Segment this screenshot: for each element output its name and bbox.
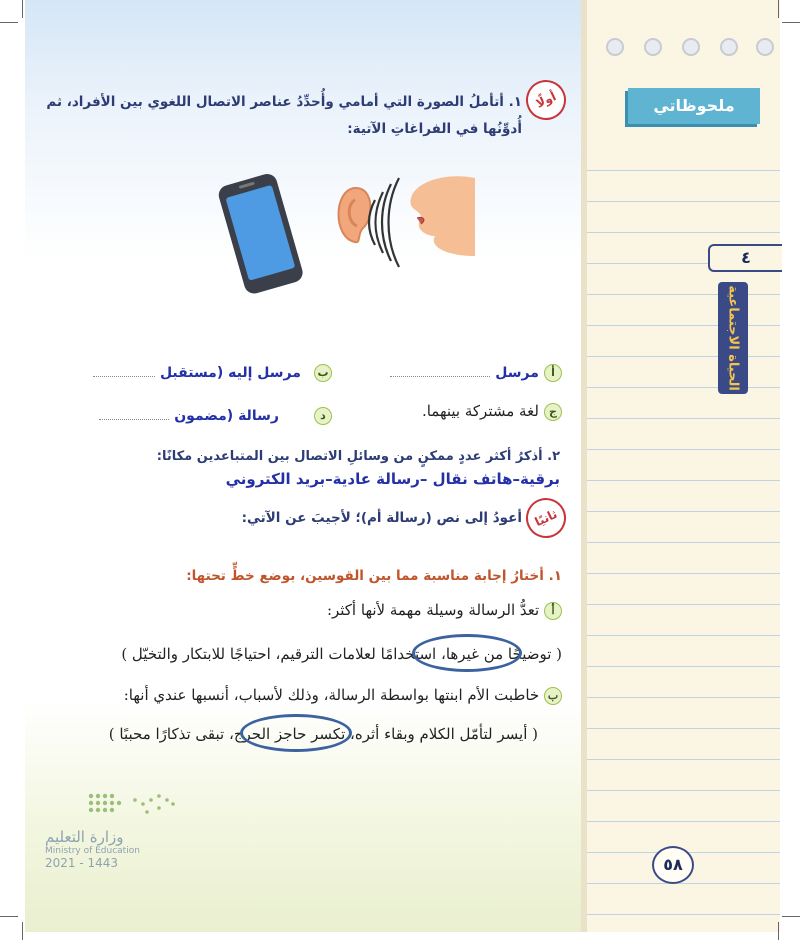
section-badge-second: ثانيًا bbox=[519, 491, 572, 544]
answer-line bbox=[99, 419, 169, 420]
crop-mark bbox=[22, 0, 23, 18]
option-d-marker: د bbox=[314, 407, 332, 425]
binder-hole bbox=[720, 38, 738, 56]
option-a-marker: أ bbox=[544, 364, 562, 382]
question-2: ٢. أذكرُ أكثر عددٍ ممكنٍ من وسائلِ الاتصال بين المتباعدين مكانًا: bbox=[156, 449, 560, 464]
item-a bbox=[327, 601, 562, 620]
ministry-name-arabic: وزارة التعليم bbox=[45, 828, 124, 846]
option-d bbox=[99, 405, 332, 425]
unit-number-box: ٤ bbox=[708, 244, 782, 272]
option-a-answer: مرسل bbox=[495, 365, 539, 381]
section-badge-first: أولًا bbox=[519, 73, 572, 126]
communication-illustration bbox=[215, 170, 475, 295]
binder-hole bbox=[644, 38, 662, 56]
page-number: ٥٨ bbox=[652, 846, 694, 884]
question-1-line-1: ١. أتأملُ الصورة التي أمامي وأُحدِّدُ عناصر الاتصال اللغوي بين الأفراد، ثم bbox=[46, 94, 522, 110]
ministry-name-english: Ministry of Education bbox=[45, 846, 140, 856]
ear-icon bbox=[339, 188, 371, 242]
item-b-choices: ( أيسر لتأمّل الكلام وبقاء أثره، تكسر حاجز الحرج، تبقى تذكارًا محببًا ) bbox=[108, 725, 538, 743]
option-b-answer: مرسل إليه (مستقبل bbox=[159, 365, 301, 381]
item-b-marker: ب bbox=[544, 687, 562, 705]
ministry-logo-dots bbox=[85, 790, 180, 820]
notebook-spine bbox=[581, 0, 587, 932]
binder-hole bbox=[606, 38, 624, 56]
unit-name-tab bbox=[718, 282, 748, 394]
mouth-face-icon bbox=[410, 176, 475, 256]
circled-answer-b bbox=[240, 714, 352, 752]
crop-mark bbox=[0, 22, 18, 23]
sound-waves-icon bbox=[369, 178, 399, 267]
option-b bbox=[93, 362, 332, 382]
crop-mark bbox=[778, 922, 779, 940]
answer-line bbox=[390, 376, 490, 377]
crop-mark bbox=[782, 916, 800, 917]
option-d-answer: رسالة (مضمون bbox=[174, 408, 279, 424]
binder-hole bbox=[682, 38, 700, 56]
option-c-answer: لغة مشتركة بينهما. bbox=[421, 402, 539, 420]
crop-mark bbox=[0, 916, 18, 917]
item-b bbox=[124, 686, 562, 705]
option-b-marker: ب bbox=[314, 364, 332, 382]
section-2-question-1: ١. أختارُ إجابة مناسبة مما بين القوسين، بوضع خطٍّ تحتها: bbox=[186, 568, 562, 584]
unit-name-label: الحياة الاجتماعية bbox=[725, 285, 741, 391]
notes-title: ملحوظاتي bbox=[628, 88, 760, 124]
answer-line bbox=[93, 376, 155, 377]
item-b-text: خاطبت الأم ابنتها بواسطة الرسالة، وذلك لأسباب، أنسبها عندي أنها: bbox=[123, 686, 540, 704]
crop-mark bbox=[778, 0, 779, 18]
item-a-marker: أ bbox=[544, 602, 562, 620]
item-a-choices: ( توضيحًا من غيرها، استخدامًا لعلامات الترقيم، احتياجًا للابتكار والتخيّل ) bbox=[121, 645, 562, 663]
question-1-line-2: أُدوِّنُها في الفراغاتِ الآتية: bbox=[347, 121, 522, 137]
option-a bbox=[390, 362, 562, 382]
option-c-marker: ج bbox=[544, 403, 562, 421]
crop-mark bbox=[782, 22, 800, 23]
crop-mark bbox=[22, 922, 23, 940]
smartphone-icon bbox=[216, 172, 305, 295]
ministry-logo-text bbox=[45, 828, 140, 870]
binder-hole bbox=[756, 38, 774, 56]
circled-answer-a bbox=[412, 634, 522, 672]
question-2-answer: برقية–هاتف نقال –رسالة عادية–بريد الكتروني bbox=[225, 470, 560, 488]
option-c bbox=[422, 401, 562, 421]
item-a-text: تعدُّ الرسالة وسيلة مهمة لأنها أكثر: bbox=[326, 601, 540, 619]
section-2-intro: أعودُ إلى نص (رسالة أم)؛ لأجيبَ عن الآتي: bbox=[241, 510, 522, 526]
ministry-year: 2021 - 1443 bbox=[45, 856, 119, 870]
